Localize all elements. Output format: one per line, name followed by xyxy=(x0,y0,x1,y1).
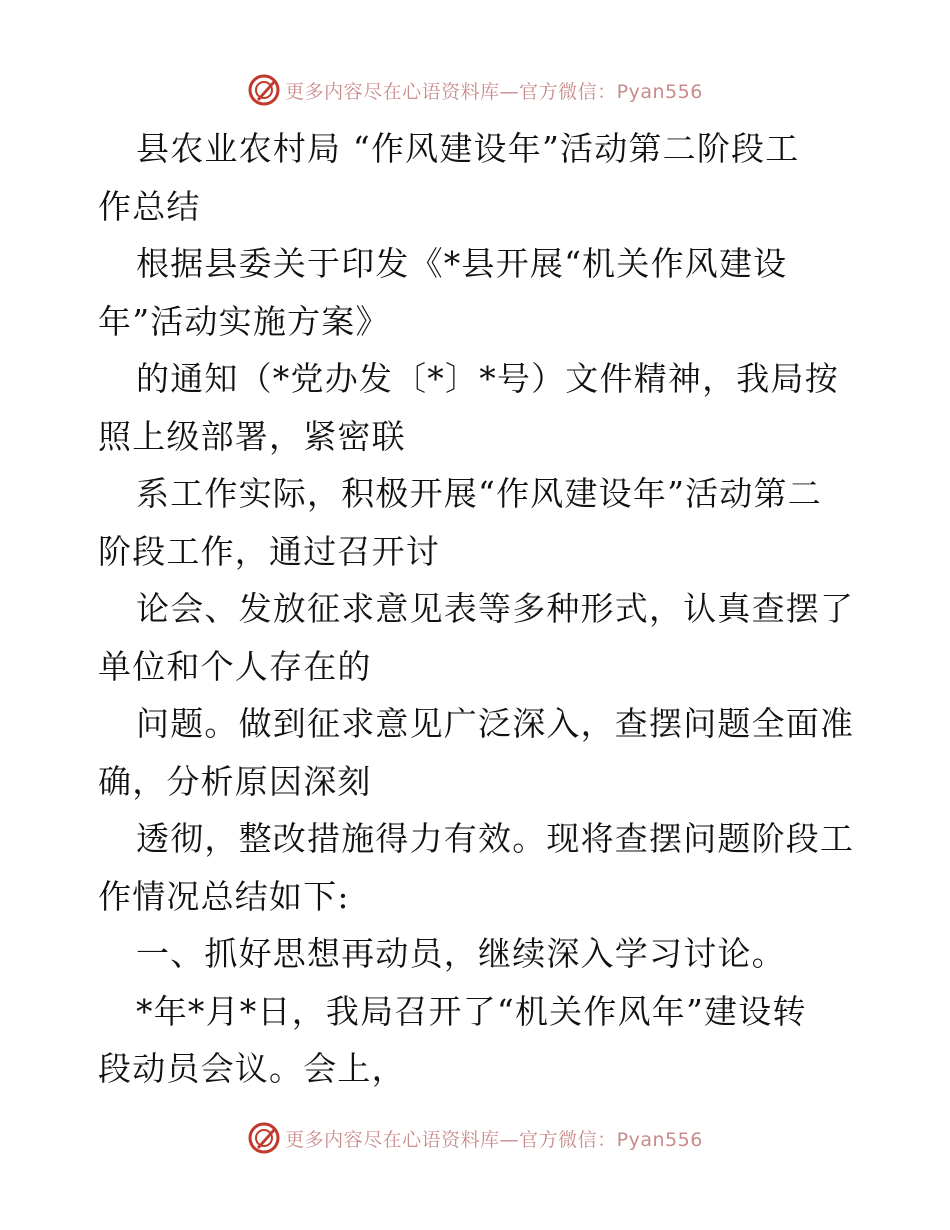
paragraph-line: 问题。做到征求意见广泛深入，查摆问题全面准 xyxy=(136,704,855,743)
document-title-line: 县农业农村局 “作风建设年”活动第二阶段工 xyxy=(136,129,800,168)
watermark-text: 更多内容尽在心语资料库—官方微信：Pyan556 xyxy=(285,80,703,103)
paragraph-line: 根据县委关于印发《*县开展“机关作风建设 xyxy=(136,244,788,283)
paragraph-line: 作情况总结如下: xyxy=(98,876,350,916)
paragraph-line: 照上级部署，紧密联 xyxy=(98,416,406,456)
paragraph-line: 确，分析原因深刻 xyxy=(98,761,372,801)
paragraph-line: 段动员会议。会上， xyxy=(98,1049,406,1088)
document-title-line: 作总结 xyxy=(98,186,201,226)
paragraph-line: 透彻，整改措施得力有效。现将查摆问题阶段工 xyxy=(136,819,855,858)
brush-logo-icon xyxy=(247,73,281,107)
paragraph-line: 的通知（*党办发〔*〕*号）文件精神，我局按 xyxy=(136,359,839,398)
paragraph-line: *年*月*日，我局召开了“机关作风年”建设转 xyxy=(136,991,807,1031)
paragraph-line: 论会、发放征求意见表等多种形式，认真查摆了 xyxy=(136,589,855,628)
paragraph-line: 年”活动实施方案》 xyxy=(98,301,390,341)
paragraph-line: 系工作实际，积极开展“作风建设年”活动第二 xyxy=(136,474,822,513)
watermark-footer xyxy=(0,1118,950,1158)
brush-logo-icon xyxy=(247,1121,281,1155)
paragraph-line: 阶段工作，通过召开讨 xyxy=(98,531,440,571)
document-body xyxy=(98,120,858,1098)
section-heading: 一、抓好思想再动员，继续深入学习讨论。 xyxy=(136,934,786,973)
watermark-header xyxy=(0,70,950,110)
paragraph-line: 单位和个人存在的 xyxy=(98,646,372,686)
watermark-text: 更多内容尽在心语资料库—官方微信：Pyan556 xyxy=(285,1128,703,1151)
